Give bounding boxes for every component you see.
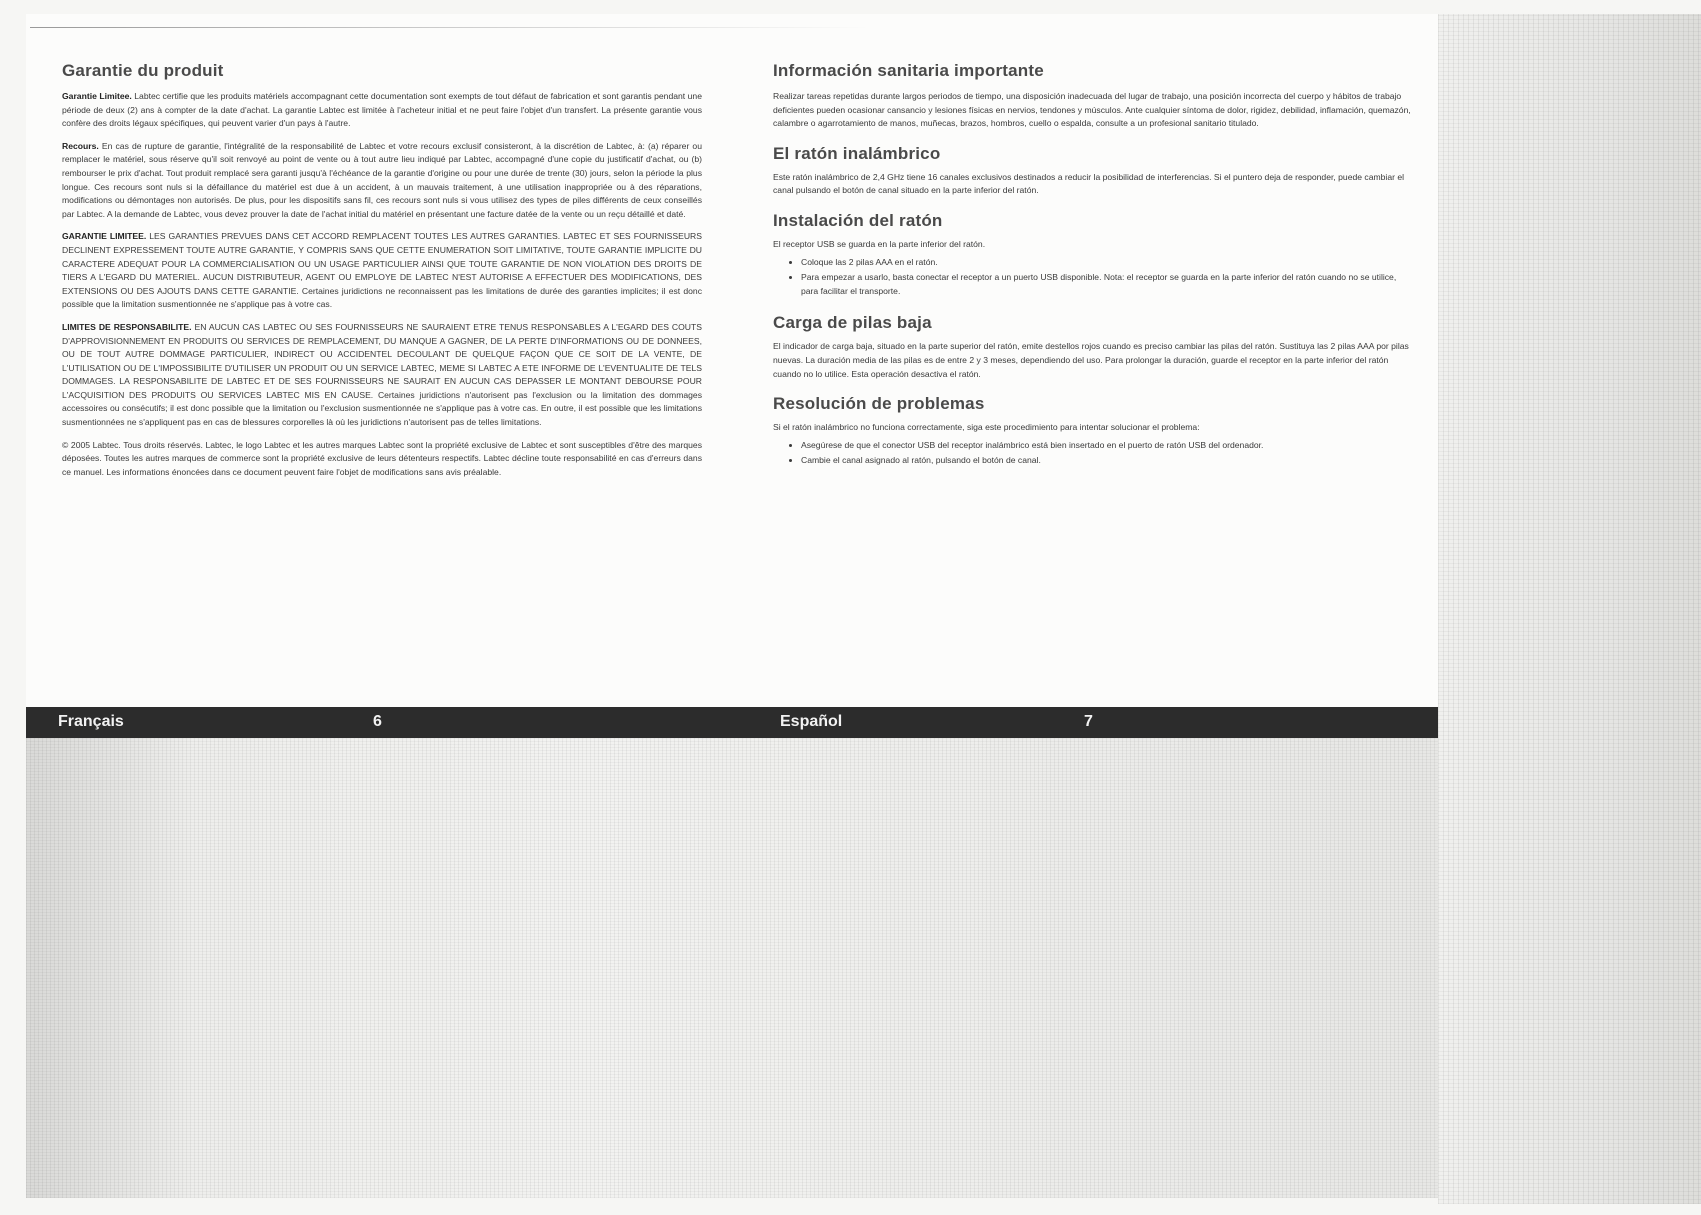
scan-edge-line bbox=[30, 27, 1430, 28]
spanish-sections bbox=[773, 60, 1413, 470]
paragraph-lead: Garantie Limitee. bbox=[62, 91, 132, 101]
section-title: Información sanitaria importante bbox=[773, 61, 1044, 80]
scan-background-bottom bbox=[26, 738, 1438, 1198]
paragraph: El indicador de carga baja, situado en la parte superior del ratón, emite destellos rojos cuando es preciso cambiar las pilas del ratón. Sustituya las 2 pilas AAA por pilas nuevas. La duración media de las pilas es de entre 2 y 3 meses, dependiendo del uso. Para prolongar la duración, guarde el receptor en la parte inferior del ratón cuando no lo utilice. Esta operación desactiva el ratón. bbox=[773, 341, 1409, 379]
paragraph: El receptor USB se guarda en la parte inferior del ratón. bbox=[773, 238, 986, 249]
footer-language-left: Français bbox=[58, 713, 124, 730]
paragraph: Este ratón inalámbrico de 2,4 GHz tiene 16 canales exclusivos destinados a reducir la posibilidad de interferencias. Si el puntero deja de responder, puede cambiar el canal pulsando el botón de canal situado en la parte inferior del ratón. bbox=[773, 171, 1405, 196]
page-footer bbox=[26, 707, 1438, 738]
french-paragraphs bbox=[62, 90, 702, 479]
paragraph bbox=[62, 230, 702, 312]
scan-background-right bbox=[1438, 14, 1701, 1204]
french-column bbox=[62, 60, 702, 488]
paragraph-lead: GARANTIE LIMITEE. bbox=[62, 231, 147, 242]
list-item: • Asegúrese de que el conector USB del receptor inalámbrico está bien insertado en el puerto de ratón USB del ordenador. bbox=[801, 439, 1413, 455]
footer-page-number-right: 7 bbox=[1084, 713, 1093, 730]
paragraph-text: LES GARANTIES PREVUES DANS CET ACCORD REMPLACENT TOUTES LES AUTRES GARANTIES. LABTEC ET SES FOURNISSEURS DECLINENT EXPRESSEMENT TOUTE AUTRE GARANTIE, Y COMPRIS SANS QUE CETTE ENUMERATION SOIT LIMITATIVE, TOUTE GARANTIE IMPLICITE DU CARACTERE ADEQUAT POUR LA COMMERCIALISATION OU UN USAGE PARTICULIER AINSI QUE TOUTE GARANTIE DE NON VIOLATION DES DROITS DE TIERS A L'EGARD DU MATERIEL. AUCUN DISTRIBUTEUR, AGENT OU EMPLOYE DE LABTEC N'EST AUTORISE A EFFECTUER DES MODIFICATIONS, DES EXTENSIONS OU DES AJOUTS DANS CETTE GARANTIE. Certaines juridictions ne reconnaissent pas les limitations de durée des garanties implicites; il est donc possible que la limitation susmentionnée ne s'applique pas à votre cas. bbox=[62, 231, 702, 310]
section-title: Garantie du produit bbox=[62, 61, 224, 80]
paragraph-lead: LIMITES DE RESPONSABILITE. bbox=[62, 321, 192, 332]
section-title: Carga de pilas baja bbox=[773, 313, 932, 333]
paragraph-text: En cas de rupture de garantie, l'intégralité de la responsabilité de Labtec et votre recours exclusif consisteront, à la discrétion de Labtec, à: (a) réparer ou remplacer le matériel, sous réserve qu'il soit renvoyé au point de vente ou à tout autre lieu indiqué par Labtec, accompagné d'une copie du justificatif d'achat, ou (b) rembourser le prix d'achat. Tout produit remplacé sera garanti jusqu'à l'échéance de la garantie d'origine ou pour une durée de trente (30) jours, selon la période la plus longue. Ces recours sont nuls si la défaillance du matériel est due à un accident, à un mauvais traitement, à une utilisation inappropriée ou à des réparations, modifications ou démontages non autorisés. De plus, pour les dispositifs sans fil, ces recours sont nuls si vous utilisez des types de piles différents de ceux conseillés par Labtec. A la demande de Labtec, vous devez prouver la date de l'achat initial du matériel en présentant une facture datée de la vente ou un reçu détaillé et daté. bbox=[62, 140, 702, 219]
paragraph: Realizar tareas repetidas durante largos periodos de tiempo, una disposición inadecuada del lugar de trabajo, una posición incorrecta del cuerpo y hábitos de trabajo deficientes pueden ocasionar cansancio y lesiones físicas en nervios, tendones y músculos. Ante cualquier síntoma de dolor, rigidez, debilidad, inflamación, quemazón, calambre o agarrotamiento de manos, muñecas, brazos, hombros, cuello o espalda, consulte a un profesional sanitario titulado. bbox=[773, 91, 1411, 129]
section-title: El ratón inalámbrico bbox=[773, 143, 941, 163]
paragraph bbox=[62, 90, 702, 131]
paragraph-text: © 2005 Labtec. Tous droits réservés. Labtec, le logo Labtec et les autres marques Labtec sont la propriété exclusive de Labtec et sont susceptibles d'être des marques déposées. Toutes les autres marques de commerce sont la propriété exclusive de leurs détenteurs respectifs. Labtec décline toute responsabilité en cas d'erreurs dans ce manuel. Les informations énoncées dans ce document peuvent faire l'objet de modifications sans avis préalable. bbox=[62, 439, 702, 477]
section-title: Instalación del ratón bbox=[773, 210, 943, 230]
list-item: • Coloque las 2 pilas AAA en el ratón. bbox=[801, 256, 1413, 272]
bullet-list bbox=[773, 439, 1413, 470]
list-item: • Cambie el canal asignado al ratón, pulsando el botón de canal. bbox=[801, 454, 1413, 470]
paragraph-text: Labtec certifie que les produits matériels accompagnant cette documentation sont exempts de tout défaut de fabrication et sont garantis pendant une période de deux (2) ans à compter de la date d'achat. La garantie Labtec est limitée à l'acheteur initial et ne peut faire l'objet d'un transfert. La présente garantie vous confère des droits légaux spécifiques, qui peuvent varier d'un pays à l'autre. bbox=[62, 91, 702, 129]
spanish-column bbox=[773, 60, 1413, 474]
footer-page-number-left: 6 bbox=[373, 713, 382, 730]
footer-language-right: Español bbox=[780, 713, 843, 730]
list-item: • Para empezar a usarlo, basta conectar el receptor a un puerto USB disponible. Nota: el receptor se guarda en la parte inferior del ratón cuando no se utilice, para facilitar el transporte. bbox=[801, 271, 1413, 300]
paragraph-lead: Recours. bbox=[62, 140, 99, 151]
paragraph bbox=[62, 321, 702, 430]
bullet-list bbox=[773, 256, 1413, 301]
section-title: Resolución de problemas bbox=[773, 394, 985, 414]
paragraph-text: EN AUCUN CAS LABTEC OU SES FOURNISSEURS NE SAURAIENT ETRE TENUS RESPONSABLES A L'EGARD DES COUTS D'APPROVISIONNEMENT EN PRODUITS OU SERVICES DE REMPLACEMENT, DU MANQUE A GAGNER, DE LA PERTE D'INFORMATIONS OU DE DONNEES, OU DE TOUT AUTRE DOMMAGE PARTICULIER, INDIRECT OU ACCIDENTEL DECOULANT DE QUELQUE FAÇON QUE CE SOIT DE LA VENTE, DE L'UTILISATION OU DE L'IMPOSSIBILITE D'UTILISER UN PRODUIT OU UN SERVICE LABTEC, MEME SI LABTEC A ETE INFORME DE L'EVENTUALITE DE TELS DOMMAGES. LA RESPONSABILITE DE LABTEC ET DE SES FOURNISSEURS NE SAURAIT EN AUCUN CAS DEPASSER LE MONTANT DEBOURSE POUR L'ACQUISITION DES PRODUITS OU SERVICES LABTEC MIS EN CAUSE. Certaines juridictions n'autorisent pas l'exclusion ou la limitation des dommages accessoires ou consécutifs; il est donc possible que la limitation ou l'exclusion susmentionnée ne s'applique pas à votre cas. En outre, il est possible que les limitations susmentionnées ne s'appliquent pas en cas de blessures corporelles là où les juridictions n'autorisent pas de telles limitations. bbox=[62, 321, 702, 428]
paragraph bbox=[62, 439, 702, 480]
paragraph bbox=[62, 140, 702, 222]
paragraph: Si el ratón inalámbrico no funciona correctamente, siga este procedimiento para intentar solucionar el problema: bbox=[773, 422, 1200, 433]
